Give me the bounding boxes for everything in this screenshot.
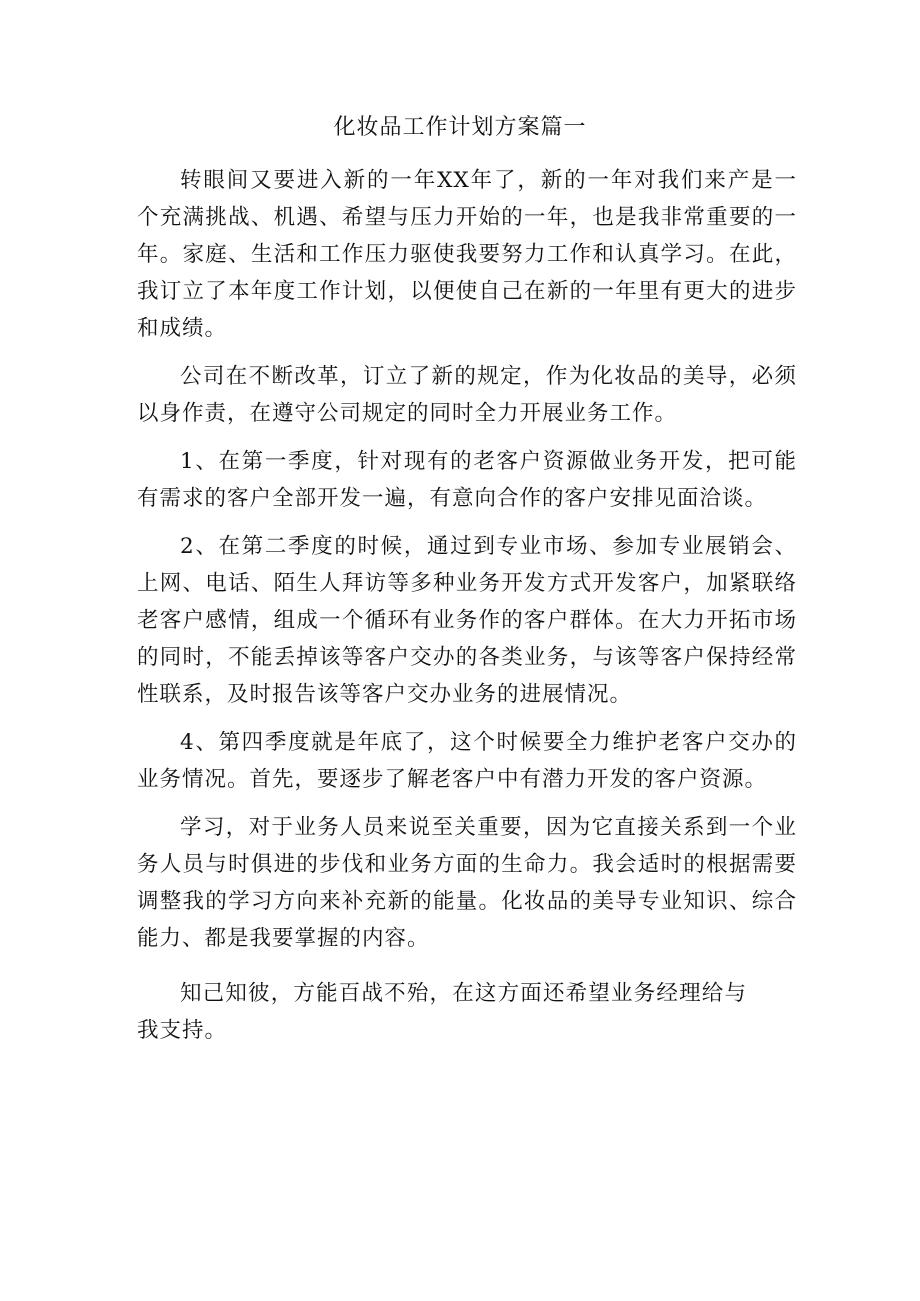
paragraph-first-quarter: 1、在第一季度，针对现有的老客户资源做业务开发，把可能有需求的客户全部开发一遍，有意向合作的客户安排见面洽谈。: [137, 449, 797, 511]
paragraph-intro: 转眼间又要进入新的一年XX年了，新的一年对我们来产是一个充满挑战、机遇、希望与压力开始的一年，也是我非常重要的一年。家庭、生活和工作压力驱使我要努力工作和认真学习。在此，我订立了本年度工作计划，以便使自己在新的一年里有更大的进步和成绩。: [137, 168, 797, 341]
document-body: [137, 162, 797, 1060]
paragraph-learning: 学习，对于业务人员来说至关重要，因为它直接关系到一个业务人员与时俱进的步伐和业务方面的生命力。我会适时的根据需要调整我的学习方向来补充新的能量。化妆品的美导专业知识、综合能力、都是我要掌握的内容。: [137, 815, 797, 951]
paragraph-closing: 知己知彼，方能百战不殆，在这方面还希望业务经理给与我支持。: [137, 981, 747, 1043]
paragraph-company-rules: 公司在不断改革，订立了新的规定，作为化妆品的美导，必须以身作责，在遵守公司规定的同时全力开展业务工作。: [137, 364, 797, 426]
document-title: 化妆品工作计划方案篇一: [333, 115, 587, 140]
paragraph-fourth-quarter: 4、第四季度就是年底了，这个时候要全力维护老客户交办的业务情况。首先，要逐步了解老客户中有潜力开发的客户资源。: [137, 730, 797, 792]
paragraph-second-quarter: 2、在第二季度的时候，通过到专业市场、参加专业展销会、上网、电话、陌生人拜访等多种业务开发方式开发客户，加紧联络老客户感情，组成一个循环有业务作的客户群体。在大力开拓市场的同时，不能丢掉该等客户交办的各类业务，与该等客户保持经常性联系，及时报告该等客户交办业务的进展情况。: [137, 534, 797, 707]
